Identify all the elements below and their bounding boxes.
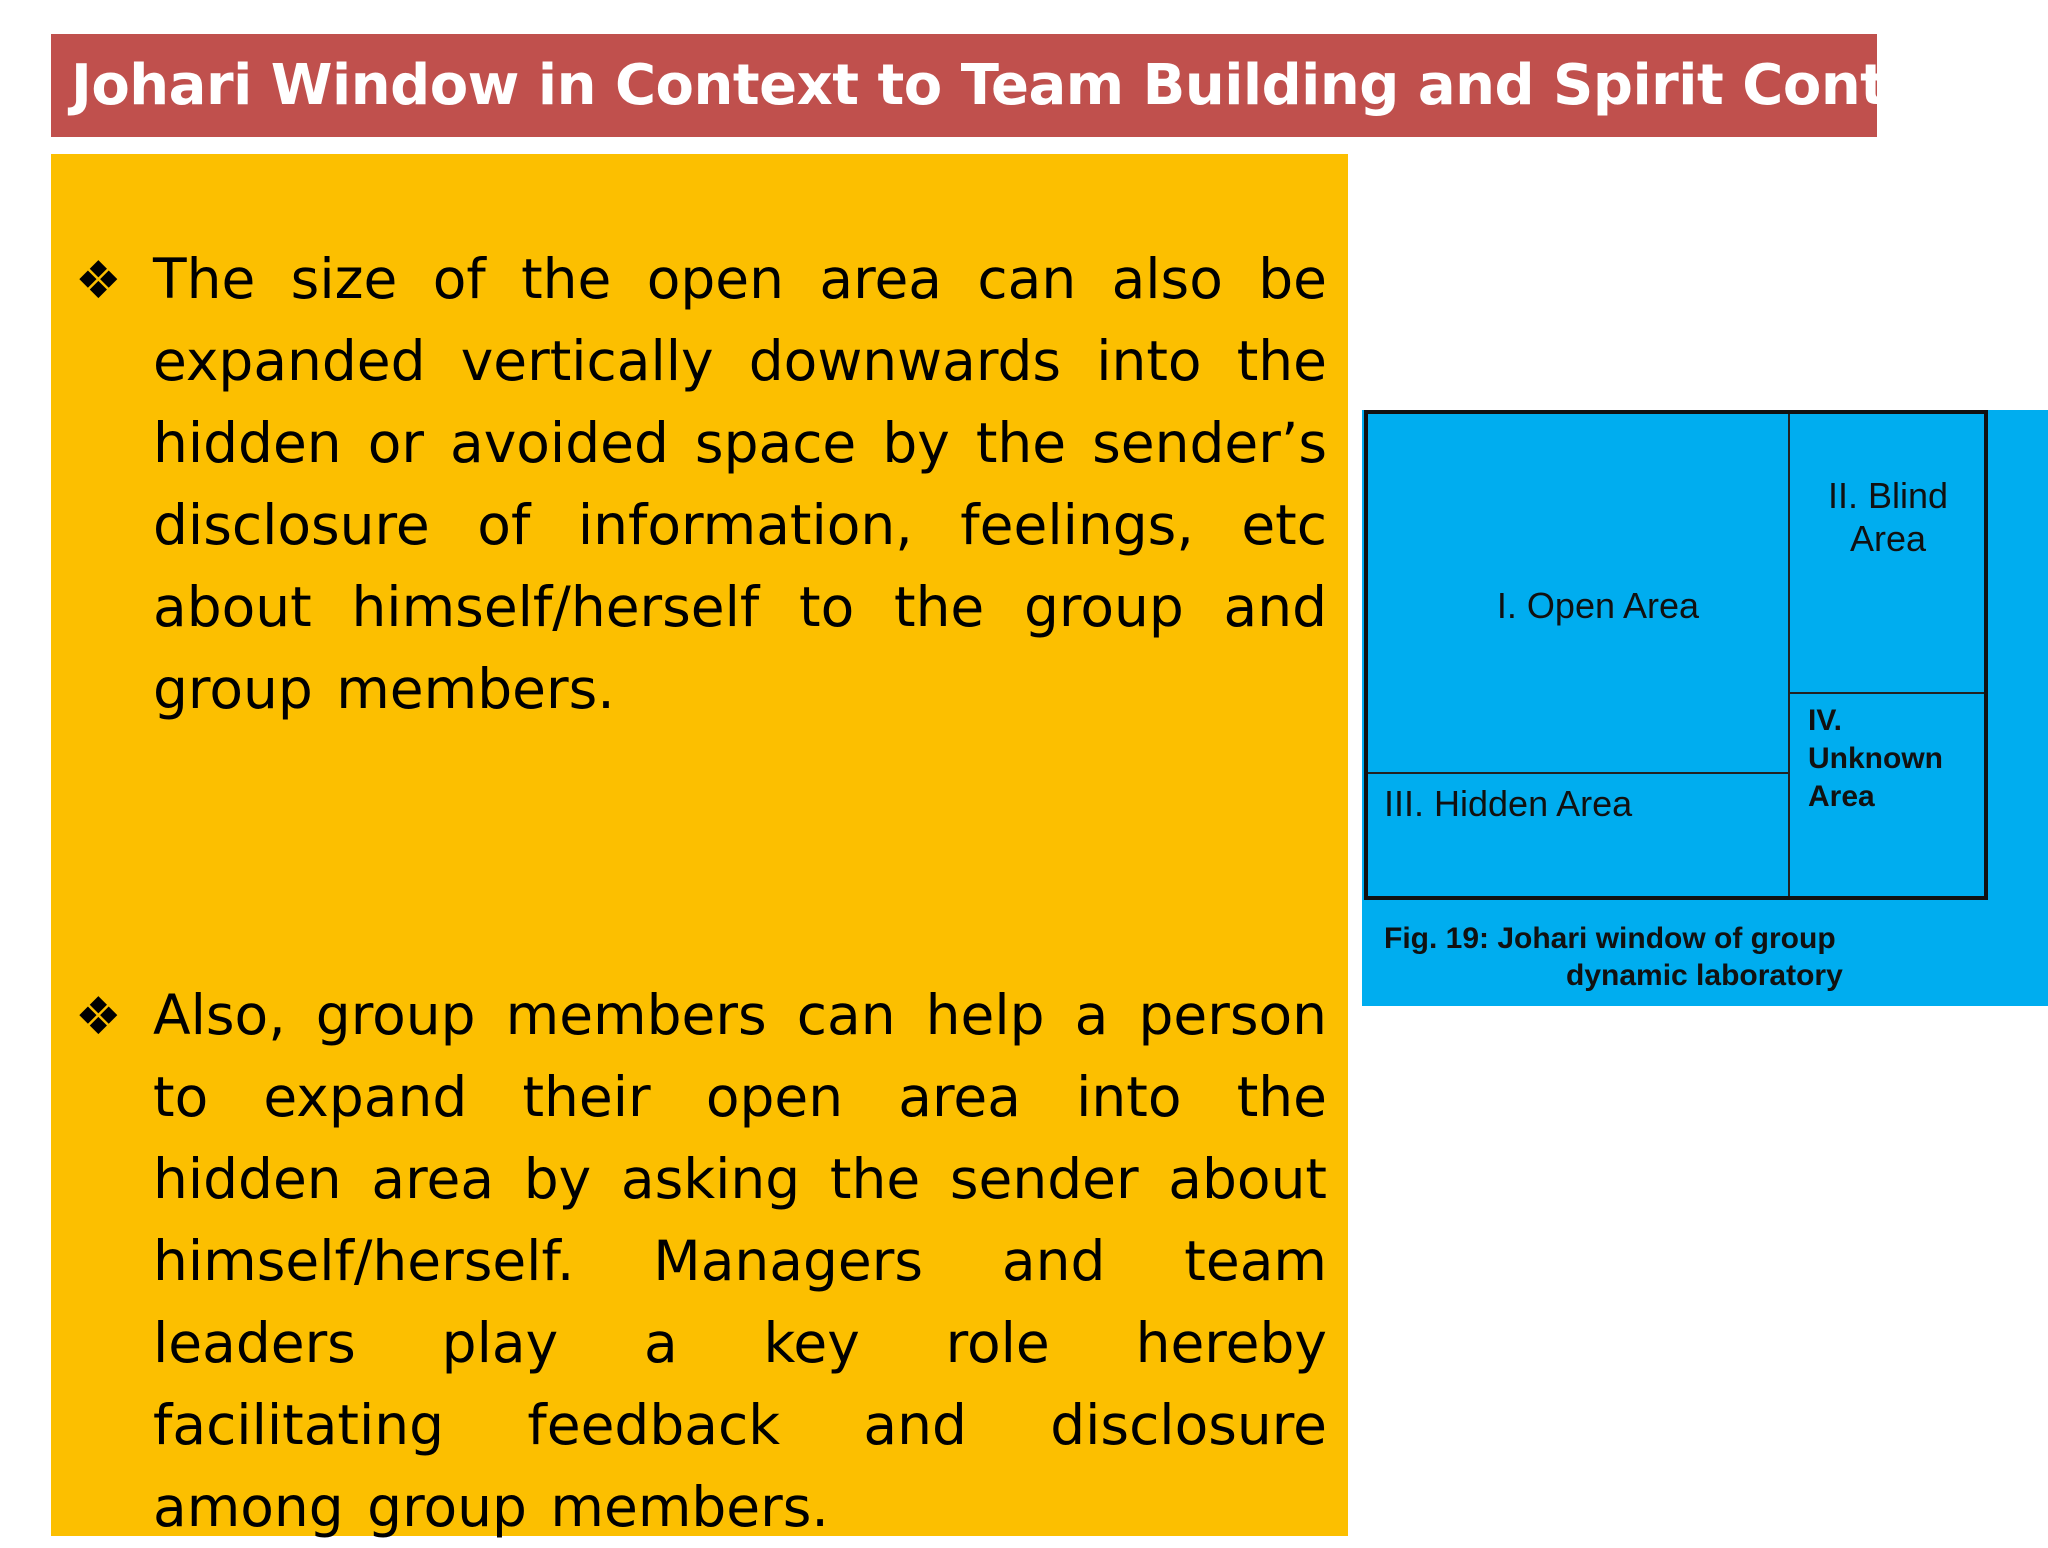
unknown-area-label-line3: Area xyxy=(1808,780,1875,813)
blind-area-label-line2: Area xyxy=(1849,518,1927,559)
open-area-label: I. Open Area xyxy=(1496,585,1700,626)
unknown-area-label-line1: IV. xyxy=(1808,704,1842,737)
slide-title: Johari Window in Context to Team Building and Spirit Cont.. xyxy=(71,53,1928,118)
diamond-bullet-icon: ❖ xyxy=(75,251,122,311)
blind-area-label xyxy=(1790,474,1986,560)
hidden-area-label: III. Hidden Area xyxy=(1384,783,1633,824)
figure-caption-line1: Fig. 19: Johari window of group xyxy=(1384,922,1836,955)
grid-divider-right xyxy=(1788,692,1984,694)
blind-area-label-line1: II. Blind xyxy=(1827,475,1949,516)
figure-caption-line2: dynamic laboratory xyxy=(1566,959,1843,992)
content-panel xyxy=(51,154,1348,1539)
johari-window-grid xyxy=(1364,410,1988,900)
title-bar xyxy=(51,34,1928,137)
unknown-area-label xyxy=(1808,702,1943,816)
unknown-area-label-line2: Unknown xyxy=(1808,742,1943,775)
figure-caption xyxy=(1384,920,2024,994)
bullet-text: Also, group members can help a person to expand their open area into the hidden area by asking the sender about himself/herself. Managers and team leaders play a key role hereby facilitating feedback and disclosure among group members. xyxy=(153,983,1327,1539)
bullet-text: The size of the open area can also be expanded vertically downwards into the hidden or avoided space by the sender’s disclosure of information, feelings, etc about himself/herself to the group and group members. xyxy=(153,247,1327,721)
diamond-bullet-icon: ❖ xyxy=(75,987,122,1047)
grid-divider-left xyxy=(1368,772,1788,774)
